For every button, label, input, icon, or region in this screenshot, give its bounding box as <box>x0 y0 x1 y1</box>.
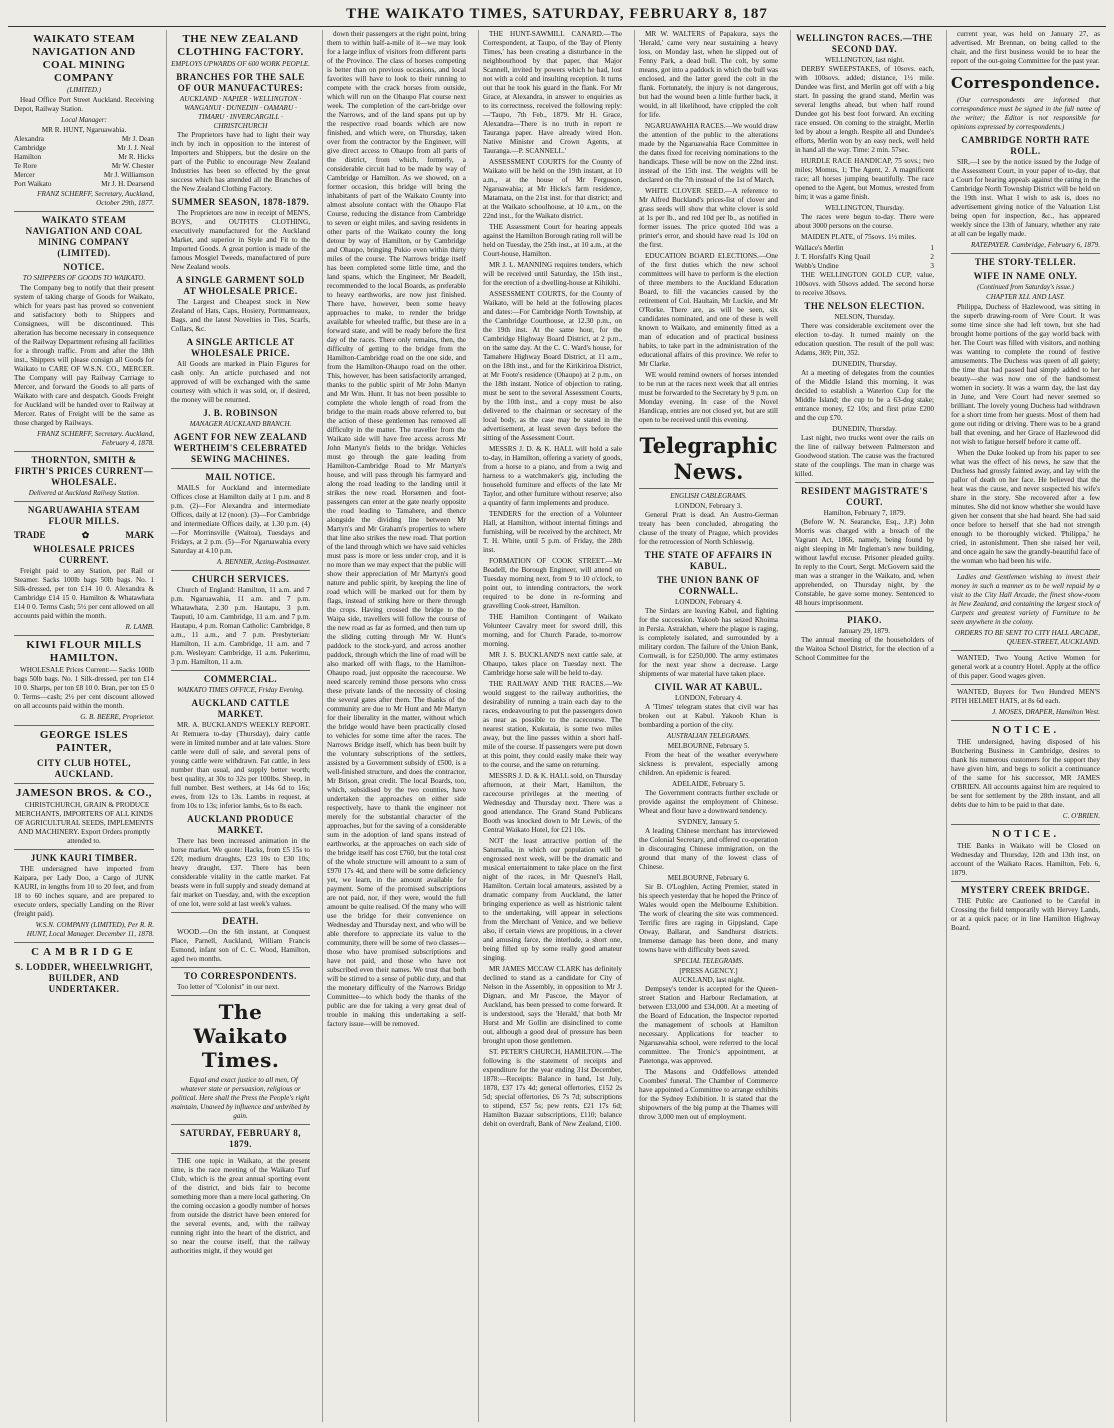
rate-roll-title: CAMBRIDGE NORTH RATE ROLL. <box>961 135 1090 156</box>
divider <box>14 942 154 943</box>
signature: R. LAMB. <box>125 623 154 631</box>
cambridge-title: CAMBRIDGE <box>31 946 137 958</box>
trade-label: TRADE <box>14 530 46 540</box>
column-5 <box>634 30 782 1422</box>
news-item: NOT the least attractive portion of the Saturnalia, in which our population will be engrossed next week, will be the dramatic and musical entertainment to take place on the first night of the races, in Mr Quesnel's Hall, Hamilton. Certain local amateurs, assisted by a dramatic company from Auckland, the latter bringing experience as well as histrionic talent to the undertaking, will appear in selections from the Merchant of Venice, and we believe also, if certain views are propitious, in a clever and amusing farce, the interlude, a short one, being filled up by some really good amateur singing. <box>483 837 622 962</box>
divider <box>951 824 1100 825</box>
news-item: ST. PETER'S CHURCH, HAMILTON.—The following is the statement of receipts and expenditure for the year ending 31st December, 1878:—Receipts: Balance in hand, 1st July, 1878, £37 17s 4d; general offertories, £152 2s 5d; special offertories, £6 7s 7d; subscriptions to stipend, £57 5s; pew rents, £21 17s 6d; Hamilton Bazaar subscriptions, £110; balance debit on overdraft, Bank of New Zealand, £100. <box>483 1048 622 1128</box>
dateline: SYDNEY, January 5. <box>677 818 740 826</box>
flour-mills-title: NGARUAWAHIA STEAM FLOUR MILLS. <box>27 505 141 526</box>
press-agency: [PRESS AGENCY.] <box>679 967 738 975</box>
agent-row: Te Rore Mr W. Chester <box>14 162 154 170</box>
news-item: FORMATION OF COOK STREET.—Mr Beadell, the Borough Engineer, will attend on Tuesday morning next, from 9 to 10 o'clock, to point out, to intending contractors, the work required to be done in re-forming and gravelling Cook-street, Hamilton. <box>483 557 622 610</box>
robinson-title: MANAGER AUCKLAND BRANCH. <box>189 420 292 428</box>
notice-body: The Company beg to notify that their present system of taking charge of Goods for Waikato, which for years past has proved so convenient and satisfactory both to Shippers and Consignees, will be discontinued. This alteration has become necessary in consequence of the Railway Department refusing all facilities for a through traffic. From and after the 18th inst., Shippers will please consign all Goods for Waikato to CARE OF W.S.N. CO., MERCER. The Company will pay Railway Carriage to Mercer, and forward the Goods to all parts of Waikato with care and despatch. Goods Freight for Auckland will be handed over to Railway at Mercer. Rates of Freight will be the same as those charged by Railways. <box>14 284 154 427</box>
agents-list <box>14 135 154 189</box>
steam-notice-title: WAIKATO STEAM NAVIGATION AND COAL MINING COMPANY (LIMITED). <box>25 215 143 258</box>
branches-list: AUCKLAND · NAPIER · WELLINGTON · WANGANUI · DUNEDIN · OAMARU · TIMARU · INVERCARGILL · CHRISTCHURCH <box>179 95 302 130</box>
junk-title: JUNK KAURI TIMBER. <box>30 853 138 863</box>
mystery-creek-body: THE Public are Cautioned to be Careful in Crossing the field temporarily with Hervey Lands, or at a quick pace; or in line Hamilton Highway Board. <box>951 897 1100 932</box>
church-title: CHURCH SERVICES. <box>191 574 290 584</box>
mail-notice-body: MAILS for Auckland and intermediate Offices close at Hamilton daily at 1 p.m. and 8 p.m. (2)—For Alexandra and intermediate Offices, daily at 12 (noon). (3)—For Cambridge and intermediate Offices daily, at 1.30 p.m. (4)—For Morrinsville (Waitoa), Tuesdays and Fridays, at 2 p.m. (5)—For Ngaruawahia every Saturday at 4.10 p.m. <box>171 484 310 555</box>
divider <box>171 1153 310 1154</box>
magistrate-title: RESIDENT MAGISTRATE'S COURT. <box>801 486 928 507</box>
summer-title: SUMMER SEASON, 1878-1879. <box>171 197 310 207</box>
news-item: MR J. S. BUCKLAND'S next cattle sale, at Ohaupo, takes place on Tuesday next. The Cambridge horse sale will be held to-day. <box>483 651 622 677</box>
story-body: Philippa, Duchess of Hazlewood, was sitting in the superb drawing-room of Vere Court. It was some time since she had left town, but she had brought home portions of the gay world back with her. The Court was filled with visitors, and nothing was wanting to complete the round of festive amusements. The Duchess was queen of all gaiety; the time that had passed had simply added to her beauty—she was now one of the handsomest women in society. It was a warm day, the last day in June, and Vere Court had never seemed so brilliant. The lovely young Duchess had withdrawn for a short time from her guests. Most of them had gone out riding or driving. There was to be a grand ball that evening, and her Grace of Hazlewood did not wish to fatigue herself before it came off. <box>951 303 1100 446</box>
news-item: Sir B. O'Loghlen, Acting Premier, stated in his speech yesterday that he hoped the Prince of Wales would open the Melbourne Exhibition. The work of clearing the site was commenced. Terrific fires are raging in Gippsland, Cape Otway, Ballarat, and Sandhurst districts. Immense damage has been done, and many towns have with difficulty been saved. <box>639 883 778 954</box>
summer-body: The Proprietors are now in receipt of MEN'S, BOYS, and OUTFITS CLOTHING, executively manufactured for the Auckland Market, and superior in Style and Fit to the Imported Goods. A great portion is made of the famous Mosgiel Tweeds, manufactured of pure New Zealand wools. <box>171 209 310 271</box>
divider <box>14 635 154 636</box>
result-row: Webb's Undine 3 <box>795 262 934 270</box>
wholesale-body: Freight paid to any Station, per Rail or Steamer. Sacks 100lb bags 50lb bags. No. 1 Silk-dressed, per ton £14 10 0. Alexandra & Cambridge £14 15 0. Hamilton & Whatawhata £14 0 0. Terms Cash; 5½ per cent allowed on all accounts paid within the month. <box>14 567 154 620</box>
divider <box>171 995 310 996</box>
news-item: There was considerable excitement over the election to-day. It turned mainly on the education question. The result of the poll was: Adams, 369; Pitt, 352. <box>795 322 934 357</box>
news-item: HURDLE RACE HANDICAP, 75 sovs.; two miles; Momus, 1; The Agent, 2. A magnificent race; all horses jumping beautifully. The race opened to the Agent, but Momus, wrested from him; it was a game finish. <box>795 157 934 201</box>
news-item: MESSRS J. D. & K. HALL sold, on Thursday afternoon, at their Mart, Hamilton, the racecourse privileges at the meeting of Wednesday and Thursday next. There was a good attendance. The Grand Stand Publicans Booth was knocked down to Mr Lewis, of the Central Waikato Hotel, for £21 10s. <box>483 772 622 834</box>
produce-market-body: There has been increased animation in the horse market. We quote: Hacks, from £5 15s to £20; medium draughts, £23 10s to £30 10s; heavy draught, £37. There has been considerable vitality in the cattle market. Fat beasts were in full supply and steady demand at fair market on Tuesday, and, with the exception of one lot, were sold at last week's values. <box>171 837 310 908</box>
divider <box>951 650 1100 651</box>
death-body: WOOD.—On the 6th instant, at Conquest Place, Parnell, Auckland, William Francis Esmond, infant son of C. C. Wood, Hamilton, aged two months. <box>171 928 310 963</box>
rate-roll-body: SIR,—I see by the notice issued by the Judge of the Assessment Court, in your paper of to-day, that a Court for hearing appeals against the rating in the Cambridge North Township District will be held on the 19th inst. What I wish to ask is, does no advertisement giving notice of the Valuation List being open for inspection, &c., has appeared weekly since the 13th of January, whether any rate at all can be legally made. <box>951 158 1100 238</box>
race-results <box>795 244 934 271</box>
george-title: GEORGE ISLES PAINTER, <box>39 729 129 754</box>
divider <box>171 670 310 671</box>
masthead-rule <box>8 26 1106 27</box>
divider <box>951 881 1100 882</box>
civil-war-title: CIVIL WAR AT KABUL. <box>654 682 763 692</box>
steam-company-office: Head Office Port Street Auckland. Receiving Depot, Railway Station. <box>14 96 154 113</box>
divider <box>951 720 1100 721</box>
single-article-title: A SINGLE ARTICLE AT WHOLESALE PRICE. <box>186 337 295 358</box>
telegraphic-news-title: Telegraphic News. <box>639 433 778 484</box>
news-item: MR W. WALTERS of Papakura, says the 'Herald,' came very near sustaining a heavy loss, on Monday last, when he slipped out of Fenny Park, a dead bull. The colt, by some means, got into a paddock in which the bull was enclosed, and the latter gored the colt in the flank. Fortunately, the injury is not dangerous, but had the wound been a little further back, it would, in all likelihood, have crippled the colt for life. <box>639 30 778 119</box>
news-item: DERBY SWEEPSTAKES, of 10sovs. each, with 100sovs. added; distance, 1½ mile. Dundee was first, and Merlin got off with a big start. In passing the grand stand, Merlin was several lengths ahead, but when half round Dundee got his best foot forward. An exciting race ensued. On coming to the straight, Merlin led by about a length. Respite all and Dundee's efforts, Merlin won by an easy neck, well held in hand all the way. Time: 2 min. 57sec. <box>795 65 934 154</box>
correspondents-title: TO CORRESPONDENTS. <box>184 971 297 981</box>
dateline: LONDON, February 3. <box>674 502 743 510</box>
news-item: ASSESSMENT COURTS for the County of Waikato will be held on the 19th instant, at 10 a.m., at the house of Mr Ferguson, Ngaruawahia; at Mr Hicks's farm residence, Matamata, on the 21st inst. for that district; and at the Waikato schoolhouse, at 10 a.m., on the 22nd inst., for the Waikato district. <box>483 158 622 220</box>
agent-row: Hamilton Mr R. Hicks <box>14 153 154 161</box>
news-item: A 'Times' telegram states that civil war has broken out at Kabul. Yakoob Khan is bombarding a portion of the city. <box>639 703 778 729</box>
divider <box>639 428 778 429</box>
wanted-ad: WANTED, Two Young Active Women for general work at a country Hotel. Apply at the office of this paper. Good wages given. <box>951 654 1100 680</box>
signature: J. MOSES, DRAPER, Hamilton West. <box>992 708 1100 716</box>
kabul-title: THE STATE OF AFFAIRS IN KABUL. <box>644 550 773 571</box>
signature: ORDERS TO BE SENT TO CITY HALL ARCADE, QUEEN-STREET, AUCKLAND. <box>954 629 1100 646</box>
correspondence-title: Correspondence. <box>951 74 1101 92</box>
divider <box>14 849 154 850</box>
nz-body: The Proprietors have had to light their way inch by inch in opposition to the interest of Importers and Shippers, but the desire on the part of the Public to encourage New Zealand Industries has been so effected by the great success which has attended all the Branches of the New Zealand Clothing Factory. <box>171 131 310 193</box>
branches-title: BRANCHES FOR THE SALE OF OUR MANUFACTURES: <box>176 72 305 93</box>
signature: A. BENNER, Acting-Postmaster. <box>216 558 310 566</box>
news-item: At a meeting of delegates from the counties of the Middle Island this morning, it was decided to establish a Waterloo Cup for the Middle Island; the cup to be a 63-dog stake; entrance money, £2 10s; and first prize £200 and the cup £70. <box>795 369 934 422</box>
divider <box>14 783 154 784</box>
robinson-name: J. B. ROBINSON <box>203 408 278 418</box>
result-row: J. T. Horsfall's King Quail 2 <box>795 253 934 261</box>
divider <box>171 967 310 968</box>
wanted-ad: WANTED, Buyers for Two Hundred MEN'S PITH HELMET HATS, at 8s 6d each. <box>951 688 1100 705</box>
date-line: SATURDAY, FEBRUARY 8, 1879. <box>179 1128 302 1149</box>
story-body-cont: When the Duke looked up from his paper to see what was the effect of his news, he saw that the Duchess had grossly fainted away, and lay with the pallor of death on her face. He believed that the heat was the cause, and never suspected his wife's share in the story. She recovered after a few minutes. She did not know whether she would have given her consent that she had heard. She had said once before to herself that she had not strength enough to be thoroughly wicked. 'Philippa,' he cried, in astonishment. Then she raised her veil, and once again he saw the grandly-beautiful face of the woman who had been his wife. <box>951 449 1100 565</box>
dateline: LONDON, February 4. <box>674 598 743 606</box>
dateline: AUCKLAND, last night. <box>672 976 745 984</box>
australian-telegrams: AUSTRALIAN TELEGRAMS. <box>666 732 751 740</box>
paper-motto: Equal and exact justice to all men, Of whatever state or persuasion, religious or political. Here shall the Press the People's right maintain, Unawed by influence and unbribed by gain. <box>171 1076 310 1120</box>
news-item: The annual meeting of the householders of the Waitoa School District, for the election of a School Committee for the <box>795 636 934 662</box>
dateline: MELBOURNE, February 6. <box>667 874 750 882</box>
divider <box>14 211 154 212</box>
signature: W.S.N. COMPANY (LIMITED), Per R. R. HUNT, Local Manager. December 11, 1878. <box>26 921 154 938</box>
dateline: LONDON, February 4. <box>674 694 743 702</box>
piako-title: PIAKO. <box>847 615 882 625</box>
divider <box>171 912 310 913</box>
church-body: Church of England: Hamilton, 11 a.m. and 7 p.m. Ngaruawahia, 11 a.m. and 7 p.m. Whatawhata, 2.30 p.m. Hautapu, 3 p.m. Tauputi, 10 a.m. Cambridge, 11 a.m. and 7 p.m. Hautapu, 4 p.m. Roman Catholic: Cambridge, 8 a.m., 11 a.m., and 7 p.m. Presbyterian: Hamilton, 11 a.m. Cambridge, 11 a.m. and 7 p.m. Wesleyan: Cambridge, 11 a.m. Pukerimu, 3 p.m. Hamilton, 11 a.m. <box>171 586 310 666</box>
news-item: (Before W. N. Searancke, Esq., J.P.) John Morris was charged with a breach of the Vagrant Act, 1866, namely, being found by night sleeping in Mr Ingleman's new building, without lawful excuse. Prisoner pleaded guilty. In reply to the Court, Sergt. McGovern said the man was a stranger in the Waikato, and, when apprehended, on Thursday night, by the Constable, he gave some money. Sentenced to 48 hours imprisonment. <box>795 518 934 607</box>
single-garment-body: The Largest and Cheapest stock in New Zealand of Hats, Caps, Hosiery, Portmanteaux, Bags, and the latest Novelties in Ties, Scarfs, Collars, &c. <box>171 298 310 333</box>
steam-company-sub: (LIMITED.) <box>66 86 102 94</box>
dateline: January 29, 1879. <box>838 627 891 635</box>
ladies-body: Ladies and Gentlemen wishing to invest their money in such a manner as to be well repaid by a visit to the City Hall Arcade, the finest show-room in New Zealand, and containing the largest stock of Carpets and greatest variety of Furniture to be seen anywhere in the colony. <box>951 573 1100 626</box>
mark-label: MARK <box>125 530 154 540</box>
wheatsheaf-icon: ✿ <box>81 530 90 540</box>
news-item: The Government contracts further exclude or provide against the employment of Chinese. Wheat and flour have a downward tendency. <box>639 789 778 815</box>
notice-title: NOTICE. <box>991 724 1060 736</box>
story-continued: (Continued from Saturday's issue.) <box>976 283 1075 291</box>
divider <box>951 253 1100 254</box>
mystery-creek-title: MYSTERY CREEK BRIDGE. <box>960 885 1091 895</box>
dateline: Hamilton, February 7, 1879. <box>823 509 906 517</box>
signature: G. B. BEERE, Proprietor. <box>80 713 154 721</box>
dateline: WELLINGTON, Thursday. <box>824 204 905 212</box>
correspondence-note: (Our correspondents are informed that correspondence must be signed in the full name of the writer; the Editor is not responsible for opinions expressed by correspondents.) <box>951 96 1100 131</box>
mail-notice-title: MAIL NOTICE. <box>205 472 276 482</box>
agent-row: Port Waikato Mr J. H. Dearsend <box>14 180 154 188</box>
kiwi-title: KIWI FLOUR MILLS HAMILTON. <box>26 639 142 664</box>
column-1 <box>10 30 158 1422</box>
news-item: From the heat of the weather everywhere sickness is prevalent, especially among children. An epidemic is feared. <box>639 751 778 777</box>
special-telegrams: SPECIAL TELEGRAMS. <box>673 957 744 965</box>
cambridge-sub: S. LODDER, WHEELWRIGHT, BUILDER, AND UNDERTAKER. <box>15 962 153 994</box>
result-row: Wallace's Merlin 1 <box>795 244 934 252</box>
news-item: THE HUNT-SAWMILL CANARD.—The Correspondent, at Taupo, of the 'Bay of Plenty Times,' has been creating a disturbance in the neighbourhood by that paper, that Major Scannell, invited by powers which he had, lost not with a cold and insulting reception. It turns out that he took his guard in the flank. For Mr Grace, at Alexandra, in answer to enquiries as to its correctness, received the following reply:—'Taupo, 7th Feb., 1879. Mr H. Grace, Alexandra—There is no truth in report re Tauranga paper. Have already wired Hon. Native Minister and Crown Agents, at Tauranga.—P. SCANNELL.' <box>483 30 622 155</box>
agent-row: Cambridge Mr J. J. Neal <box>14 144 154 152</box>
jameson-sub: CHRISTCHURCH, GRAIN & PRODUCE MERCHANTS, IMPORTERS OF ALL KINDS OF AGRICULTURAL SEEDS, IMPLEMENTS AND MACHINERY. Export Orders promptly attended to. <box>14 801 154 845</box>
news-item: MR J. L. MANNING requires tenders, which will be received until Saturday, the 15th inst., for the erection of a dwelling-house at Kihikihi. <box>483 261 622 287</box>
agent-title: AGENT FOR NEW ZEALAND WERTHEIM'S CELEBRATED SEWING MACHINES. <box>173 432 308 464</box>
commercial-sub: WAIKATO TIMES OFFICE, Friday Evening. <box>177 686 304 694</box>
notice-body: THE Banks in Waikato will be Closed on Wednesday and Thursday, 12th and 13th inst, on account of the Waikato Races. Hamilton, Feb. 6, 1879. <box>951 842 1100 877</box>
news-item: The Masons and Oddfellows attended Coombes' funeral. The Chamber of Commerce have appointed a Committee to arrange exhibits for the Sydney Exhibition. It is stated that the shipowners of the big pump at the Thames will throw 3,000 men out of employment. <box>639 1068 778 1121</box>
news-item: NGARUAWAHIA RACES.—We would draw the attention of the public to the alterations made by the Ngaruawahia Race Committee in the dates fixed for receiving nominations to the handicaps. These will be now on the 22nd inst. instead of the 15th inst. The weights will be declared on the 7th instead of the 1st of March. <box>639 122 778 184</box>
divider <box>14 501 154 502</box>
correspondents-body: Too letter of "Colonist" in our next. <box>177 983 280 991</box>
steam-company-title: WAIKATO STEAM NAVIGATION AND COAL MINING COMPANY <box>32 33 136 84</box>
news-item: Last night, two trucks went over the rails on the line of railway between Palmerston and Goodwood station. The cause was the fractured state of the couplings. The man in charge was killed. <box>795 434 934 478</box>
divider <box>795 611 934 612</box>
story-chapter: CHAPTER XLI. AND LAST. <box>986 293 1065 301</box>
news-item: TENDERS for the erection of a Volunteer Hall, at Hamilton, without internal fittings and furnishing, will be received by the architect, Mr T. H. White, until 5 p.m. of Friday, the 28th inst. <box>483 510 622 554</box>
notice-heading: NOTICE. <box>63 262 105 272</box>
divider <box>14 451 154 452</box>
local-manager-label: Local Manager: <box>61 116 107 124</box>
news-item: THE RAILWAY AND THE RACES.—We would suggest to the railway authorities, the desirability of running a train each day to the races, endeavouring to put the passengers down as near as possible to the racecourse. The nearest station, Kukutaia, is some two miles away, but the line passes within a short half-mile of the course. If passengers were put down at this point, they could easily make their way to the course, and the same on returning. <box>483 680 622 769</box>
agent-row: Alexandra Mr J. Dean <box>14 135 154 143</box>
signature: FRANZ SCHERFF, Secretary. Auckland, February 4, 1878. <box>37 430 154 447</box>
divider <box>951 684 1100 685</box>
editorial-continuation: down their passengers at the right point, bring them to within half-a-mile of it—we may look for a large influx of visitors from different parts of the Province. The class of horses competing is better than on previous occasions, and local favorites will have to look to their running to compete with the crack horses from outside, which will run on the Ohaupo Flat course next week. The completion of the cart-bridge over the Narrows, and of the land spans put up by the respective road boards which are now finished, and which were, on Thursday, taken over from the contractor by the Engineer, will give direct access to Ohaupo from all parts of the district, from which, formerly, a considerable circuit had to be made by way of Cambridge or Hamilton. As we showed, on a former occasion, this bridge will bring the inhabitants of part of the Waikato County into almost absolute contact with the Ohaupo Flat Course, reducing the distance from Cambridge to seven or eight miles, and saving residents in other parts of the Waikato county the long detour by way of Hamilton, or by Cambridge and Ohaupo, bringing Pukio even within thirty miles of the course. The Narrows bridge itself has been completed some little time, and the land spans, which the Engineer, Mr Beadell, recommended to the local Boards, as preferable to heavy earthworks, are now just finished. There have, however, been some heavy approaches to make, to render the bridge available for wheeled traffic, but these are in a forward state, and will be ready before the first day of the races. There only remains, then, the difficulty of getting to the bridge from the Hamilton-Cambridge road on the one side, and from the Hamilton-Ohaupo road on the other. This, however, has been satisfactorily arranged, thanks to the public spirit of Mr John Martyn and Mr Wm. Hunt. It has not been possible to complete the whole length of road from the bridge to the main roads above referred to, but the action of these gentlemen has removed all difficulty in the matter. The traveller from the Waikato side will have free access across Mr John Martyn's fields to the bridge. Vehicles must go through the gate leading from Hamilton-Cambridge Road to Mr Martyn's house, and will pass through his farmyard and along the road leading to the landing until it strikes the new road. Horsemen and foot-passengers can enter at the gate nearly opposite the road leading to Tamahere, and thence alongside the dividing line between Mr Martyn's and Mr Graham's properties to where that line also strikes the new road. That portion of the land through which we have said vehicles must pass is more or less under crop, and it is no more than we may expect that the public will show their appreciation of Mr Martyn's good nature and public spirit, by keeping the line of road which will be marked out for them by flags, instead of striking here or there through the crops. Having crossed the bridge to the Waipa side, travellers will follow the course of the new road as far as formed, and then turn up the sliding cutting through Mr W. Hunt's paddock to the stock-yard, and across another paddock, through which the line of road will be also marked off with flags, to the Hamilton-Ohaupo road, just opposite the racecourse. We need scarcely remind those persons who cross these private lands of the necessity of closing the several gates after them. The thanks of the community are due to Mr Hunt and Mr Martyn for their liberality in the matter, without which the bridge would have been practically closed to vehicles for some time after the races. The Narrows Bridge itself, which has been built by the voluntary subscriptions of the settlers, assisted by a Government subsidy of £500, is a well-finished structure, and does the contractor, Mr Brison, great credit. The local Boards, too, which, subsidised by the two counties, have undertaken the approaches on either side respectively, have to thank the engineer not merely for the substantial character of the approaches, but for the saving of a considerable sum in the adoption of land spans instead of earthworks, at the approaches on each side of the bridge itself has cost £760, but the total cost of the whole structure will amount to a sum of £970 17s 4d, and there will be some deficiency yet, we learn, in the amount available for payment. Some of the promised subscriptions are not paid, nor, if they were, would the full amount be quite realised. Of the many who will use the bridge for their convenience on Wednesday and Thursday next, and who will be able therefore to appreciate its value to the community, there will be some of two classes—those who have promised subscriptions and have not paid, and those who have not subscribed even their names. We trust that both will be stirred to a sense of public duty, and that the monetary difficulty of the Narrows Bridge Committee—to which body the thanks of the public are due for taking a very great deal of trouble in making this undertaking a self-factory issue—will be removed. <box>327 30 466 1028</box>
union-bank-title: THE UNION BANK OF CORNWALL. <box>657 575 760 596</box>
kiwi-body: WHOLESALE Prices Current:— Sacks 100lb bags 50lb bags. No. 1 Silk-dressed, per ton £14 10 0. Sharps, per ton £8 10 0. Bran, per ton £5 0 0. Terms—cash; 2½ per cent discount allowed on all accounts paid within the month. <box>14 666 154 710</box>
news-item: THE WELLINGTON GOLD CUP, value, 100sovs. with 50sovs added. The second horse to receive 30sovs. <box>795 271 934 297</box>
dateline: MELBOURNE, February 5. <box>667 742 750 750</box>
produce-market-title: AUCKLAND PRODUCE MARKET. <box>187 814 294 835</box>
divider <box>14 725 154 726</box>
news-item: MR JAMES MCCAW CLARK has definitely declined to stand as a candidate for City of Nelson in the Assembly, in opposition to Mr J. Dignan, and Mr Pascoe, the Mayor of Auckland, has been pressed to come forward. It is understood, says the 'Herald,' that both Mr Hurst and Mr Gollin are disinclined to come out, although a good deal of pressure has been brought upon those gentlemen. <box>483 965 622 1045</box>
column-7 <box>946 30 1104 1422</box>
single-article-body: All Goods are marked in Plain Figures for cash only. An article purchased and not approved of will be exchanged with the same courtesy with which it was sold, or, if desired, the money will be returned. <box>171 360 310 404</box>
dateline: NELSON, Thursday. <box>834 313 895 321</box>
page-masthead: THE WAIKATO TIMES, SATURDAY, FEBRUARY 8, 187 <box>346 6 768 22</box>
notice-title: NOTICE. <box>991 828 1060 840</box>
races-title: WELLINGTON RACES.—THE SECOND DAY. <box>796 33 933 54</box>
story-title: WIFE IN NAME ONLY. <box>973 271 1078 281</box>
story-teller-title: THE STORY-TELLER. <box>974 257 1077 267</box>
cattle-body: MR. A. BUCKLAND'S WEEKLY REPORT. At Remuera to-day (Thursday), dairy cattle were in limited number and at late values. Store cattle were dull of sale, and several pens of young cattle were withdrawn. Fat cattle, in less number than usual, and supply better worth; best quality, at 30s to 32s per 100lbs. Sheep, in full number. Best wethers, at 14s 6d to 16s; ewes, from 12s to 13s. Lambs in request, at from 10s to 13s; inferior lambs, 6s to 8s each. <box>171 721 310 810</box>
divider <box>951 69 1100 70</box>
thornton-title: THORNTON, SMITH & FIRTH'S PRICES CURRENT—WHOLESALE. <box>14 455 154 487</box>
signature: RATEPAYER. Cambridge, February 6, 1879. <box>971 241 1100 249</box>
nelson-title: THE NELSON ELECTION. <box>804 301 925 311</box>
nz-employs: EMPLOYS UPWARDS OF 600 WORK PEOPLE. <box>171 60 310 68</box>
divider <box>171 468 310 469</box>
commercial-title: COMMERCIAL. <box>203 674 278 684</box>
divider <box>171 1124 310 1125</box>
divider <box>951 569 1100 570</box>
divider <box>795 482 934 483</box>
column-3 <box>322 30 470 1422</box>
dateline: WELLINGTON, last night. <box>824 56 905 64</box>
news-item: THE Assessment Court for hearing appeals against the Hamilton Borough rating roll will be held on Tuesday, the 25th inst., at 10 a.m., at the Court-house, Hamilton. <box>483 223 622 258</box>
signature: C. O'BRIEN. <box>1062 812 1100 820</box>
paper-logo: The Waikato Times. <box>193 1000 288 1072</box>
nz-clothing-title: THE NEW ZEALAND CLOTHING FACTORY. <box>177 33 304 58</box>
divider <box>171 570 310 571</box>
news-item: THE Hamilton Contingent of Waikato Volunteer Cavalry meet for sword drill, this morning, and for Church Parade, to-morrow morning. <box>483 613 622 648</box>
column-6 <box>790 30 938 1422</box>
maiden-plate: MAIDEN PLATE, of 75sovs. 1½ miles. <box>801 233 917 241</box>
signature: FRANZ SCHERFF, Secretary, Auckland, October 29th, 1877. <box>37 190 154 207</box>
trade-mark <box>14 531 154 540</box>
news-item: EDUCATION BOARD ELECTIONS.—One of the first duties which the new school committees will have to perform is the election of three members to the Auckland Education Board, to fill the vacancies caused by the retirement of Col. Haultain, Mr Luckie, and Mr O'Rorke. There are, as will be seen, six candidates nominated, and one of these is well known to Waikato, and eminently fitted as a man of education and of practical business habits, to take part in the administration of the educational affairs of this province. We refer to Mr Clarke. <box>639 252 778 368</box>
george-sub: CITY CLUB HOTEL, AUCKLAND. <box>37 758 131 779</box>
news-item: WHITE CLOVER SEED.—A reference to Mr Alfred Buckland's prices-list of clover and grass seeds will show that white clover is sold at 1s per lb., and red 10d per lb., as notified in former issues. The price quoted 10d was a printer's error, and should have read 1s 10d on the first. <box>639 187 778 249</box>
cattle-title: AUCKLAND CATTLE MARKET. <box>191 698 290 719</box>
dateline: DUNEDIN, Thursday. <box>832 425 897 433</box>
news-item: The races were begun to-day. There were about 3000 persons on the course. <box>795 213 934 230</box>
news-item: General Pratt is dead. An Austro-German treaty has been concluded, abrogating the clause of the treaty of Prague, which provides for the retrocession of North Schleswig. <box>639 511 778 546</box>
notice-body: THE undersigned, having disposed of his Butchering Business in Cambridge, desires to thank his numerous customers for the support they have given him, and begs to solicit a continuance of the same for his successor, MR JAMES O'BRIEN. All accounts against him are required to be sent for settlement by the 28th instant, and all debts due to him to be paid to that date. <box>951 738 1100 809</box>
news-item: ASSESSMENT COURTS, for the County of Waikato, will be held at the following places and dates:—For Cambridge North Township, at the Cambridge Courthouse, at 12.30 p.m., on the 19th inst. At the same hour, for the Cambridge Highway Board District, at 2 p.m., on the same day. At the C. C. Ward's house, for Tamahere Highway Board District, at 11 a.m., on the 18th inst., and for the Kirikiriroa District, at Mr Foote's residence (Ohaupo) at 2 p.m., on the 18th instant. Notice of objection to rating, must be sent to the several Assessment Courts, by the 10th inst., and a copy must be also delivered to the chairman or secretary of the local body, as the case may be stated in the advertisement, at least seven days before the sitting of the Assessment Court. <box>483 290 622 442</box>
news-item: The Sirdars are leaving Kabul, and fighting for the succession. Yakoob has seized Khoima in Persia. Astrakhan, where the plague is raging, is completely isolated, and surrounded by a military cordon. The failure of the Union Bank, Cornwall, is for £250,000. The army estimates for the next year show a decrease. Large shipments of war material have taken place. <box>639 607 778 678</box>
english-cablegrams: ENGLISH CABLEGRAMS. <box>670 492 747 500</box>
column-4 <box>478 30 626 1422</box>
dateline: DUNEDIN, Thursday. <box>832 360 897 368</box>
news-item: A leading Chinese merchant has interviewed the Colonial Secretary, and offered co-operation in discouraging Chinese immigration, on the ground that many of the lowest class of Chinese. <box>639 827 778 871</box>
junk-body: THE undersigned have imported from Kaipara, per Lady Doo, a Cargo of JUNK KAURI, in lengths from 10 to 20 feet, and from 18 to 60 inches square, and are prepared to execute orders, specially Landing on the River (freight paid). <box>14 865 154 918</box>
editorial-body: THE one topic in Waikato, at the present time, is the race meeting of the Waikato Turf Club, which is the great annual sporting event of the district, and bids fair to become something more than a mere local gathering. On the coming occasion a goodly number of horses from outside the district have been entered for the several events, and, with the railway running right into the heart of the district, and so near the course itself, that the railway authorities might, if they would get <box>171 1157 310 1255</box>
jameson-title: JAMESON BROS. & CO., <box>16 787 152 799</box>
local-manager-name: MR R. HUNT, Ngaruawahia. <box>41 126 127 134</box>
column-2 <box>166 30 314 1422</box>
news-item: current year, was held on January 27, as advertised. Mr Brennan, on being called to the chair, and the first business would be to hear the report of the out-going Committee for the past year. <box>951 30 1100 65</box>
divider <box>639 488 778 489</box>
notice-to-shippers: TO SHIPPERS OF GOODS TO WAIKATO. <box>22 274 146 282</box>
dateline: ADELAIDE, February 5. <box>671 780 746 788</box>
agent-row: Mercer Mr J. Williamson <box>14 171 154 179</box>
wholesale-title: WHOLESALE PRICES CURRENT. <box>33 544 135 565</box>
single-garment-title: A SINGLE GARMENT SOLD AT WHOLESALE PRICE. <box>176 275 305 296</box>
news-item: Dempsey's tender is accepted for the Queen-street Station and Harbour Reclamation, at between £33,000 and £34,000. At a meeting of the Board of Education, the Inspector reported the management of schools at Hamilton necessary. Applications for teacher to Ngaruawahia school, were referred to the local committee. The Tronic's appointment, at Patetonga, was approved. <box>639 985 778 1065</box>
death-title: DEATH. <box>222 916 259 926</box>
thornton-sub: Delivered at Auckland Railway Station. <box>28 489 140 497</box>
news-item: WE would remind owners of horses intended to be run at the races next week that all entries must be forwarded to the Secretary by 9 p.m. on Monday evening. In case of the Novel Handicap, entries are not closed yet, but are still open to be received until this evening. <box>639 371 778 424</box>
news-item: MESSRS J. D. & K. HALL will hold a sale to-day, in Hamilton, offering a variety of goods, from a horse to a piano, and from a twig and harness to a watchmaker's gig, including the household furniture and effects of the late Mr Taylor, and other furniture without reserve; also a quantity of farm implements and produce. <box>483 445 622 507</box>
